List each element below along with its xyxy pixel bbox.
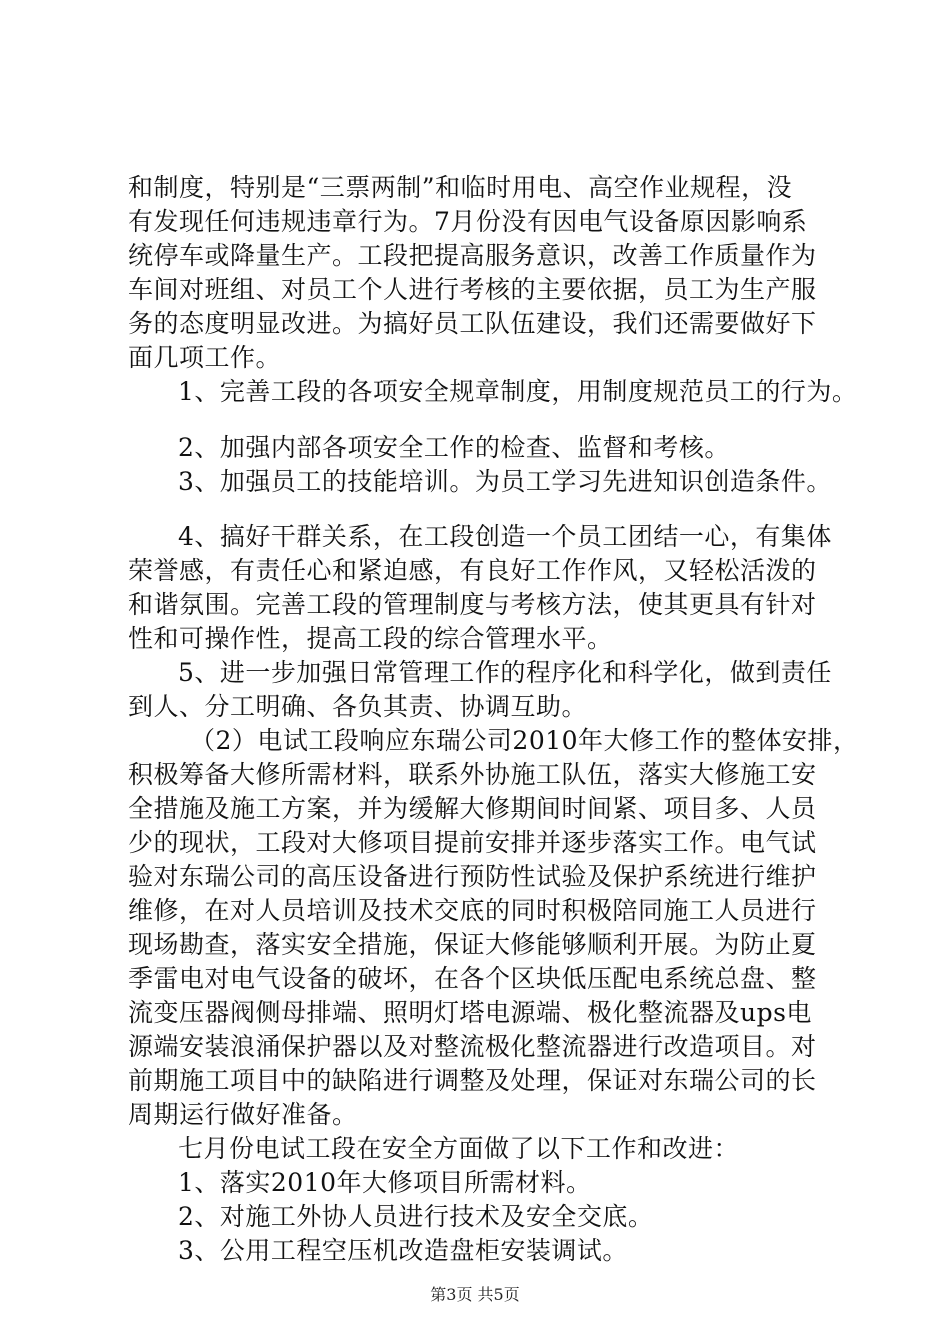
list-item: 2、加强内部各项安全工作的检查、监督和考核。: [178, 433, 730, 462]
text-line: 季雷电对电气设备的破坏，在各个区块低压配电系统总盘、整: [128, 964, 817, 993]
list-item: 3、公用工程空压机改造盘柜安装调试。: [178, 1236, 628, 1265]
list-item: 3、加强员工的技能培训。为员工学习先进知识创造条件。: [178, 467, 832, 496]
page-number: 第3页 共5页: [430, 1285, 520, 1304]
list-item: 2、对施工外协人员进行技术及安全交底。: [178, 1202, 654, 1231]
text-line: 流变压器阀侧母排端、照明灯塔电源端、极化整流器及ups电: [128, 998, 812, 1027]
text-line: 维修，在对人员培训及技术交底的同时积极陪同施工人员进行: [128, 896, 817, 925]
text-line: 七月份电试工段在安全方面做了以下工作和改进：: [178, 1134, 740, 1163]
list-item: 5、进一步加强日常管理工作的程序化和科学化，做到责任: [178, 658, 832, 687]
section-paragraph: （2）电试工段响应东瑞公司2010年大修工作的整体安排，: [190, 726, 859, 755]
text-line: 现场勘查，落实安全措施，保证大修能够顺利开展。为防止夏: [128, 930, 817, 959]
text-line: 荣誉感，有责任心和紧迫感，有良好工作作风，又轻松活泼的: [128, 556, 817, 585]
text-line: 性和可操作性，提高工段的综合管理水平。: [128, 624, 613, 653]
list-item: 1、落实2010年大修项目所需材料。: [178, 1168, 592, 1197]
text-line: 源端安装浪涌保护器以及对整流极化整流器进行改造项目。对: [128, 1032, 817, 1061]
list-item: 1、完善工段的各项安全规章制度，用制度规范员工的行为。: [178, 377, 858, 406]
text-line: 全措施及施工方案，并为缓解大修期间时间紧、项目多、人员: [128, 794, 817, 823]
text-line: 有发现任何违规违章行为。7月份没有因电气设备原因影响系: [128, 207, 808, 236]
text-line: 积极筹备大修所需材料，联系外协施工队伍，落实大修施工安: [128, 760, 817, 789]
text-line: 和制度，特别是“三票两制”和临时用电、高空作业规程，没: [128, 173, 793, 202]
text-line: 统停车或降量生产。工段把提高服务意识，改善工作质量作为: [128, 241, 817, 270]
text-line: 和谐氛围。完善工段的管理制度与考核方法，使其更具有针对: [128, 590, 817, 619]
text-line: 面几项工作。: [128, 343, 282, 372]
text-line: 车间对班组、对员工个人进行考核的主要依据，员工为生产服: [128, 275, 817, 304]
list-item: 4、搞好干群关系，在工段创造一个员工团结一心，有集体: [178, 522, 832, 551]
text-line: 验对东瑞公司的高压设备进行预防性试验及保护系统进行维护: [128, 862, 817, 891]
text-line: 少的现状，工段对大修项目提前安排并逐步落实工作。电气试: [128, 828, 817, 857]
text-line: 到人、分工明确、各负其责、协调互助。: [128, 692, 588, 721]
text-line: 务的态度明显改进。为搞好员工队伍建设，我们还需要做好下: [128, 309, 817, 338]
text-line: 前期施工项目中的缺陷进行调整及处理，保证对东瑞公司的长: [128, 1066, 817, 1095]
text-line: 周期运行做好准备。: [128, 1100, 358, 1129]
